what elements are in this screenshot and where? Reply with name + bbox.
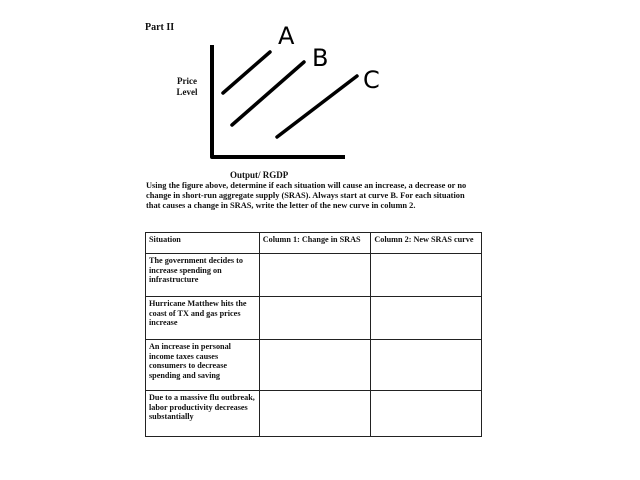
sras-curve-a [223,52,270,93]
curve-label-a: A [278,22,295,50]
curve-answer-cell[interactable] [371,297,482,340]
header-new-sras-curve: Column 2: New SRAS curve [371,233,482,254]
x-axis-label: Output/ RGDP [230,170,289,180]
situation-cell: Due to a massive flu outbreak, labor productivity decreases substantially [146,391,260,437]
curve-answer-cell[interactable] [371,340,482,391]
curve-label-b: B [312,44,329,72]
sras-curve-b [232,62,304,125]
instructions: Using the figure above, determine if each situation will cause an increase, a decrease or no change in short-run aggregate supply (SRAS). Always start at curve B. For each situation that causes a change in SRAS, write the letter of the new curve in column 2. [146,181,467,210]
table-row [146,297,482,340]
table-row [146,340,482,391]
y-axis-label-line1: Price [177,76,197,86]
table-header-row [146,233,482,254]
change-answer-cell[interactable] [259,254,371,297]
sras-curve-c [277,76,357,137]
change-answer-cell[interactable] [259,340,371,391]
change-answer-cell[interactable] [259,297,371,340]
header-change-in-sras: Column 1: Change in SRAS [259,233,371,254]
table-row [146,391,482,437]
curve-answer-cell[interactable] [371,391,482,437]
header-situation: Situation [146,233,260,254]
curve-answer-cell[interactable] [371,254,482,297]
situation-cell: An increase in personal income taxes causes consumers to decrease spending and saving [146,340,260,391]
part-title: Part II [145,22,175,33]
situation-cell: Hurricane Matthew hits the coast of TX and gas prices increase [146,297,260,340]
y-axis-label-line2: Level [176,87,198,97]
change-answer-cell[interactable] [259,391,371,437]
table-row [146,254,482,297]
situation-cell: The government decides to increase spending on infrastructure [146,254,260,297]
curve-label-c: C [363,66,380,94]
sras-table [145,232,482,437]
